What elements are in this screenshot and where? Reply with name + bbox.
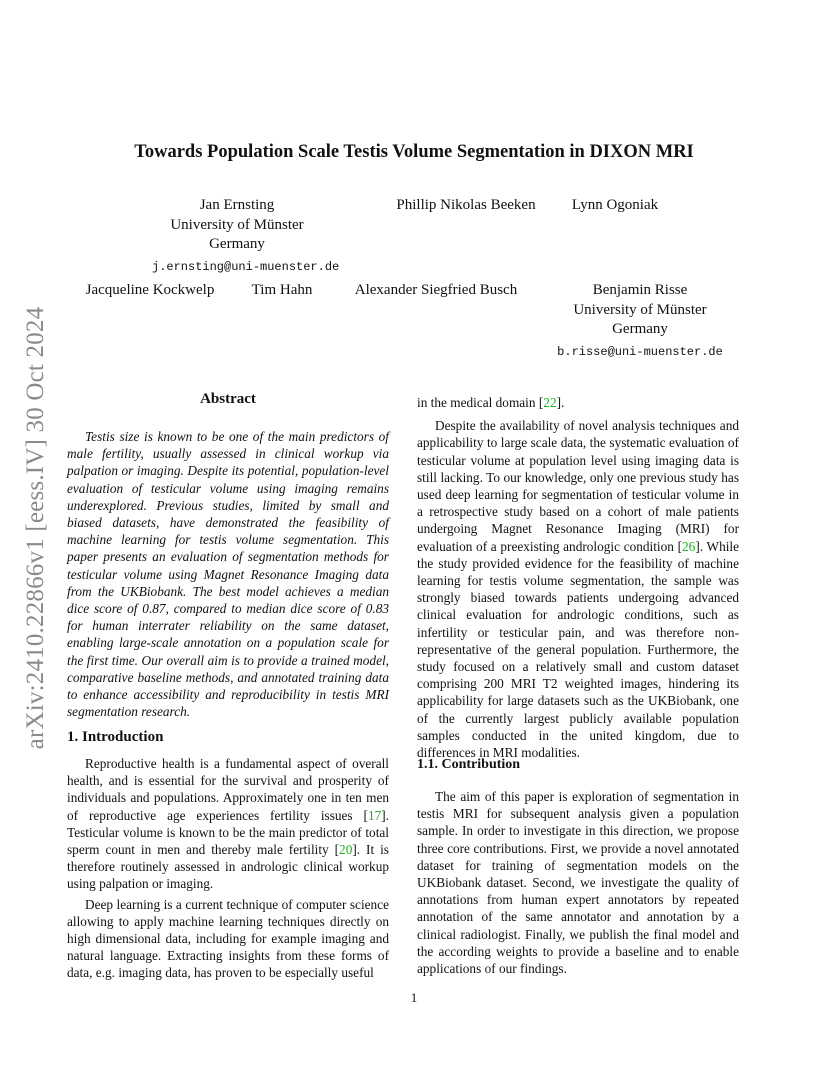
author-name: Lynn Ogoniak [571, 197, 659, 213]
author-name: Alexander Siegfried Busch [354, 282, 518, 298]
paragraph: Despite the availability of novel analysis techniques and applicability to large scale data, the systematic evaluation of testicular volume at population level using imaging data is still lacking. To our knowledge, only one previous study has used deep learning for segmentation of testicular volume in a retrospective study based on a cohort of male patients undergoing Magnet Resonance Imaging (MRI) for evaluation of a preexisting andrologic condition [26]. While the study provided evidence for the feasibility of machine learning for testis volume segmentation, the sample was strongly biased towards patients undergoing advanced clinical evaluation for andrologic conditions, such as infertility or testicular pain, and was therefore non-representative of the general population. Furthermore, the study focused on a relatively small and custom dataset comprising 200 MRI T2 weighted images, hindering its applicability for large datasets such as the UKBiobank, one of the currently largest publicly available population samples conducted in the united kingdom, due to differences in MRI modalities. [417, 418, 740, 761]
author-block [240, 281, 324, 301]
arxiv-identifier [18, 288, 54, 768]
contribution-body [417, 788, 739, 980]
author-affiliation: University of Münster [573, 301, 707, 318]
author-country: Germany [612, 321, 668, 337]
introduction-body [67, 755, 389, 985]
author-block [70, 281, 230, 301]
citation-link[interactable]: 20 [339, 842, 353, 858]
citation-link[interactable]: 26 [682, 538, 696, 554]
author-affiliation: University of Münster [170, 216, 304, 233]
paragraph: in the medical domain [22]. [417, 395, 565, 410]
author-block [555, 196, 675, 216]
citation-link[interactable]: 22 [543, 395, 557, 410]
paragraph: The aim of this paper is exploration of segmentation in testis MRI for subsequent analysis given a population sample. In order to investigate in this direction, we propose three core contributions. First, we provide a novel annotated dataset for training of segmentation models on the UKBiobank dataset. Second, we investigate the quality of annotations from human expert annotators by repeated annotation of the same annotator and annotation by a clinical radiologist. Finally, we publish the final model and the according weights to provide a baseline and to enable applications of our findings. [417, 789, 739, 977]
author-email[interactable]: b.risse@uni-muenster.de [557, 344, 723, 359]
paragraph: Reproductive health is a fundamental aspect of overall health, and is essential for the survival and prosperity of individuals and populations. Approximately one in ten men of reproductive age experiences fertility issues [17]. Testicular volume is known to be the main predictor of total sperm count in men and thereby male fertility [20]. It is therefore routinely assessed in andrologic clinical workup using palpation or imaging. [67, 756, 389, 892]
author-name: Jacqueline Kockwelp [85, 282, 215, 298]
introduction-body-continued [417, 394, 739, 764]
paragraph: Deep learning is a current technique of computer science allowing to apply machine learning techniques directly on high dimensional data, including for example imaging and natural language. Extracting insights from these forms of data, e.g. imaging data, has proven to be especially useful [67, 896, 389, 981]
author-name: Tim Hahn [251, 282, 313, 298]
paper-title: Towards Population Scale Testis Volume Segmentation in DIXON MRI [134, 142, 694, 162]
author-name: Phillip Nikolas Beeken [396, 197, 536, 213]
page-number: 1 [410, 990, 418, 1005]
author-country: Germany [209, 236, 265, 252]
author-email[interactable]: j.ernsting@uni-muenster.de [152, 259, 340, 274]
author-name: Benjamin Risse [592, 282, 688, 298]
author-block [551, 281, 729, 362]
section-heading-contribution: 1.1. Contribution [417, 757, 521, 772]
abstract-heading: Abstract [200, 391, 256, 407]
section-heading-introduction: 1. Introduction [67, 729, 164, 745]
citation-link[interactable]: 17 [367, 807, 382, 823]
author-name: Jan Ernsting [199, 197, 275, 213]
abstract-text: Testis size is known to be one of the main predictors of male fertility, usually assessed in clinical workup via palpation or imaging. Despite its potential, population-level evaluation of testicular volume using imaging remains underexplored. Previous studies, limited by small and biased datasets, have demonstrated the feasibility of machine learning for testis volume segmentation. This paper presents an evaluation of segmentation methods for testicular volume using Magnet Resonance Imaging data from the UKBiobank. The best model achieves a median dice score of 0.87, compared to median dice score of 0.83 for human interrater reliability on the same dataset, enabling large-scale annotation on a population scale for the first time. Our overall aim is to provide a trained model, comparative baseline methods, and annotated training data to enhance accessibility and reproducibility in testis MRI segmentation research. [67, 429, 389, 720]
arxiv-identifier-text: arXiv:2410.22866v1 [eess.IV] 30 Oct 2024 [22, 306, 49, 750]
author-block [366, 196, 566, 216]
author-block [152, 196, 340, 277]
author-block [340, 281, 532, 301]
